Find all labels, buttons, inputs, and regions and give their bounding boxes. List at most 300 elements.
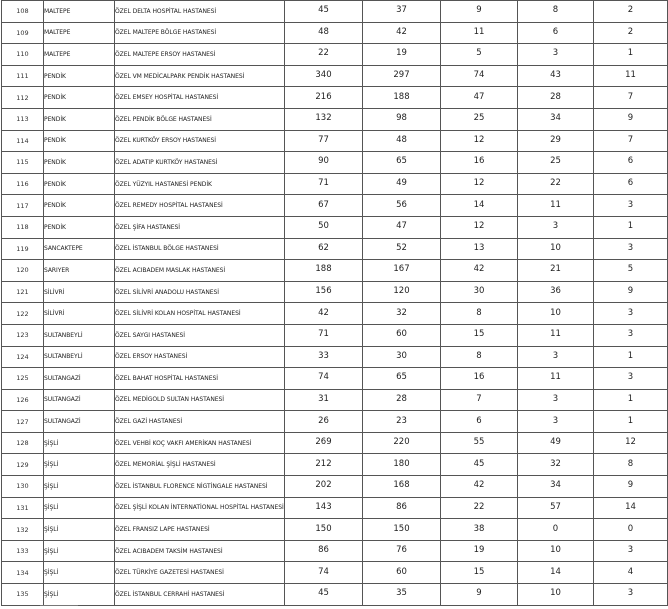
value-cell-1-text: 31 (318, 393, 329, 404)
value-cell-4 (518, 540, 594, 562)
value-cell-5-text: 3 (627, 545, 634, 556)
value-cell-1 (285, 1, 363, 23)
value-cell-2 (363, 476, 441, 498)
hospital-name-cell: ÖZEL ERSOY HASTANESİ (115, 346, 285, 368)
value-cell-4 (518, 368, 594, 390)
value-cell-1-text: 77 (318, 134, 329, 145)
value-cell-2-text: 65 (396, 372, 407, 383)
value-cell-2 (363, 87, 441, 109)
value-cell-3 (441, 65, 518, 87)
value-cell-5 (594, 519, 668, 541)
value-cell-5-text: 9 (627, 113, 634, 124)
hospital-name-cell: ÖZEL MALTEPE ERSOY HASTANESİ (115, 44, 285, 66)
row-number: 124 (2, 346, 44, 368)
value-cell-5 (594, 324, 668, 346)
value-cell-4-text: 11 (550, 372, 561, 383)
value-cell-1-text: 156 (315, 286, 332, 297)
value-cell-4 (518, 562, 594, 584)
value-cell-5 (594, 108, 668, 130)
value-cell-1-text: 74 (318, 566, 329, 577)
value-cell-5-text: 3 (627, 588, 634, 599)
value-cell-3-text: 12 (473, 134, 485, 145)
value-cell-4-text: 34 (550, 480, 561, 491)
footer (0, 603, 668, 609)
value-cell-5 (594, 65, 668, 87)
value-cell-4 (518, 22, 594, 44)
value-cell-4 (518, 324, 594, 346)
value-cell-5-text: 9 (627, 480, 634, 491)
table-row (2, 195, 668, 217)
table-row (2, 476, 668, 498)
value-cell-3-text: 11 (473, 26, 485, 37)
value-cell-4 (518, 238, 594, 260)
value-cell-5 (594, 173, 668, 195)
value-cell-1 (285, 173, 363, 195)
value-cell-5-text: 1 (627, 415, 634, 426)
district-cell: PENDİK (44, 216, 115, 238)
value-cell-1 (285, 303, 363, 325)
value-cell-1 (285, 65, 363, 87)
value-cell-3-text: 9 (476, 5, 482, 16)
district-cell: MALTEPE (44, 22, 115, 44)
hospital-name-cell: ÖZEL KURTKÖY ERSOY HASTANESİ (115, 130, 285, 152)
value-cell-4 (518, 173, 594, 195)
value-cell-5 (594, 1, 668, 23)
row-number: 111 (2, 65, 44, 87)
hospital-name-cell: ÖZEL DELTA HOSPİTAL HASTANESİ (115, 1, 285, 23)
value-cell-2 (363, 65, 441, 87)
value-cell-4-text: 11 (550, 199, 561, 210)
value-cell-3-text: 12 (473, 178, 485, 189)
district-cell: SULTANGAZİ (44, 389, 115, 411)
value-cell-2-text: 30 (396, 350, 407, 361)
district-cell: PENDİK (44, 130, 115, 152)
row-number: 129 (2, 454, 44, 476)
value-cell-3-text: 13 (473, 242, 485, 253)
value-cell-4-text: 25 (550, 156, 561, 167)
hospital-name-cell: ÖZEL İSTANBUL FLORENCE NİGTİNGALE HASTANESİ (115, 476, 285, 498)
value-cell-4-text: 3 (552, 221, 559, 232)
value-cell-4 (518, 44, 594, 66)
value-cell-5 (594, 454, 668, 476)
value-cell-3 (441, 476, 518, 498)
value-cell-2-text: 32 (396, 307, 407, 318)
hospital-name-cell: ÖZEL SAYGI HASTANESİ (115, 324, 285, 346)
value-cell-3 (441, 130, 518, 152)
footer-divider (40, 605, 78, 606)
value-cell-3-text: 47 (473, 91, 485, 102)
value-cell-1-text: 45 (318, 588, 329, 599)
value-cell-4-text: 3 (552, 48, 559, 59)
row-number: 130 (2, 476, 44, 498)
table-row (2, 44, 668, 66)
value-cell-4 (518, 389, 594, 411)
value-cell-1 (285, 562, 363, 584)
value-cell-1-text: 71 (318, 329, 329, 340)
value-cell-2 (363, 152, 441, 174)
value-cell-3 (441, 368, 518, 390)
value-cell-1-text: 188 (315, 264, 332, 275)
hospital-name-cell: ÖZEL ACIBADEM TAKSİM HASTANESİ (115, 540, 285, 562)
value-cell-3-text: 8 (476, 350, 482, 361)
value-cell-4-text: 28 (550, 91, 561, 102)
value-cell-2 (363, 1, 441, 23)
value-cell-4-text: 10 (550, 588, 561, 599)
hospital-name-cell: ÖZEL MEMORİAL ŞİŞLİ HASTANESİ (115, 454, 285, 476)
district-cell: SARIYER (44, 260, 115, 282)
value-cell-1-text: 340 (315, 70, 332, 81)
value-cell-4 (518, 87, 594, 109)
value-cell-5-text: 6 (627, 156, 634, 167)
value-cell-4-text: 3 (552, 350, 559, 361)
value-cell-2-text: 167 (393, 264, 410, 275)
table-row (2, 497, 668, 519)
value-cell-1-text: 202 (315, 480, 332, 491)
value-cell-3 (441, 108, 518, 130)
value-cell-1-text: 42 (318, 307, 329, 318)
value-cell-1 (285, 476, 363, 498)
value-cell-2 (363, 346, 441, 368)
value-cell-5 (594, 44, 668, 66)
hospital-table (1, 0, 668, 606)
table-row (2, 65, 668, 87)
hospital-name-cell: ÖZEL ACIBADEM MASLAK HASTANESİ (115, 260, 285, 282)
row-number: 121 (2, 281, 44, 303)
value-cell-2-text: 37 (396, 5, 407, 16)
table-row (2, 173, 668, 195)
value-cell-3 (441, 389, 518, 411)
hospital-name-cell: ÖZEL VM MEDİCALPARK PENDİK HASTANESİ (115, 65, 285, 87)
value-cell-4-text: 43 (550, 70, 561, 81)
hospital-name-cell: ÖZEL YÜZYIL HASTANESİ PENDİK (115, 173, 285, 195)
value-cell-4-text: 3 (552, 415, 559, 426)
value-cell-3-text: 25 (473, 113, 485, 124)
value-cell-2 (363, 324, 441, 346)
value-cell-2 (363, 411, 441, 433)
row-number: 125 (2, 368, 44, 390)
row-number: 123 (2, 324, 44, 346)
table-row (2, 432, 668, 454)
value-cell-2-text: 47 (396, 221, 407, 232)
value-cell-4 (518, 454, 594, 476)
value-cell-2 (363, 130, 441, 152)
value-cell-5 (594, 195, 668, 217)
row-number: 108 (2, 1, 44, 23)
value-cell-4 (518, 497, 594, 519)
value-cell-4 (518, 195, 594, 217)
value-cell-3 (441, 411, 518, 433)
value-cell-3-text: 15 (473, 329, 485, 340)
value-cell-2-text: 35 (396, 588, 407, 599)
value-cell-1 (285, 216, 363, 238)
row-number: 114 (2, 130, 44, 152)
district-cell: PENDİK (44, 152, 115, 174)
value-cell-4-text: 3 (552, 393, 559, 404)
table-row (2, 281, 668, 303)
value-cell-3 (441, 238, 518, 260)
table-row (2, 540, 668, 562)
value-cell-5 (594, 411, 668, 433)
value-cell-4 (518, 519, 594, 541)
value-cell-4 (518, 476, 594, 498)
value-cell-2-text: 48 (396, 134, 407, 145)
value-cell-5 (594, 540, 668, 562)
value-cell-1 (285, 152, 363, 174)
row-number: 115 (2, 152, 44, 174)
value-cell-5 (594, 497, 668, 519)
value-cell-1 (285, 238, 363, 260)
table-row (2, 303, 668, 325)
table-row (2, 389, 668, 411)
hospital-name-cell: ÖZEL SİLİVRİ KOLAN HOSPİTAL HASTANESİ (115, 303, 285, 325)
row-number: 113 (2, 108, 44, 130)
value-cell-2-text: 98 (396, 113, 407, 124)
value-cell-2-text: 168 (393, 480, 410, 491)
value-cell-1 (285, 389, 363, 411)
hospital-name-cell: ÖZEL SİLİVRİ ANADOLU HASTANESİ (115, 281, 285, 303)
value-cell-2 (363, 454, 441, 476)
value-cell-5 (594, 389, 668, 411)
value-cell-3-text: 42 (473, 264, 485, 275)
row-number: 120 (2, 260, 44, 282)
district-cell: ŞİŞLİ (44, 562, 115, 584)
value-cell-2-text: 23 (396, 415, 407, 426)
value-cell-5 (594, 346, 668, 368)
hospital-name-cell: ÖZEL İSTANBUL BÖLGE HASTANESİ (115, 238, 285, 260)
value-cell-3-text: 14 (473, 199, 485, 210)
value-cell-2-text: 120 (393, 286, 410, 297)
hospital-name-cell: ÖZEL REMEDY HOSPİTAL HASTANESİ (115, 195, 285, 217)
value-cell-4 (518, 65, 594, 87)
value-cell-3-text: 16 (473, 372, 485, 383)
table-row (2, 346, 668, 368)
value-cell-5 (594, 152, 668, 174)
value-cell-5 (594, 281, 668, 303)
row-number: 118 (2, 216, 44, 238)
value-cell-4 (518, 411, 594, 433)
hospital-name-cell: ÖZEL MALTEPE BÖLGE HASTANESİ (115, 22, 285, 44)
value-cell-3 (441, 87, 518, 109)
value-cell-5 (594, 22, 668, 44)
value-cell-4-text: 0 (552, 523, 559, 534)
row-number: 109 (2, 22, 44, 44)
row-number: 133 (2, 540, 44, 562)
value-cell-1 (285, 540, 363, 562)
row-number: 127 (2, 411, 44, 433)
value-cell-1-text: 50 (318, 221, 329, 232)
row-number: 116 (2, 173, 44, 195)
value-cell-5-text: 12 (625, 437, 636, 448)
value-cell-3-text: 30 (473, 286, 485, 297)
value-cell-5-text: 2 (627, 26, 634, 37)
value-cell-1-text: 74 (318, 372, 329, 383)
value-cell-2 (363, 432, 441, 454)
table-row (2, 260, 668, 282)
row-number: 110 (2, 44, 44, 66)
value-cell-1 (285, 411, 363, 433)
value-cell-3-text: 7 (476, 393, 482, 404)
value-cell-4-text: 57 (550, 501, 561, 512)
value-cell-4 (518, 1, 594, 23)
value-cell-1 (285, 22, 363, 44)
value-cell-1-text: 150 (315, 523, 332, 534)
value-cell-1-text: 216 (315, 91, 332, 102)
value-cell-2-text: 76 (396, 545, 407, 556)
value-cell-4-text: 10 (550, 307, 561, 318)
value-cell-5-text: 7 (627, 134, 634, 145)
value-cell-4-text: 14 (550, 566, 561, 577)
value-cell-5 (594, 368, 668, 390)
hospital-name-cell: ÖZEL VEHBİ KOÇ VAKFI AMERİKAN HASTANESİ (115, 432, 285, 454)
value-cell-3-text: 16 (473, 156, 485, 167)
value-cell-5-text: 0 (627, 523, 634, 534)
district-cell: ŞİŞLİ (44, 454, 115, 476)
district-cell: ŞİŞLİ (44, 584, 115, 606)
value-cell-1-text: 269 (315, 437, 332, 448)
value-cell-5 (594, 87, 668, 109)
value-cell-2 (363, 584, 441, 606)
value-cell-2 (363, 173, 441, 195)
value-cell-4-text: 36 (550, 286, 561, 297)
table-row (2, 238, 668, 260)
table-row (2, 1, 668, 23)
value-cell-5-text: 11 (625, 70, 636, 81)
value-cell-4-text: 49 (550, 437, 561, 448)
value-cell-5-text: 3 (627, 372, 634, 383)
value-cell-2 (363, 260, 441, 282)
value-cell-5-text: 3 (627, 199, 634, 210)
value-cell-3-text: 8 (476, 307, 482, 318)
hospital-name-cell: ÖZEL EMSEY HOSPİTAL HASTANESİ (115, 87, 285, 109)
district-cell: PENDİK (44, 87, 115, 109)
value-cell-2 (363, 497, 441, 519)
district-cell: SANCAKTEPE (44, 238, 115, 260)
district-cell: PENDİK (44, 108, 115, 130)
table-row (2, 454, 668, 476)
table-row (2, 324, 668, 346)
value-cell-2-text: 150 (393, 523, 410, 534)
value-cell-3 (441, 540, 518, 562)
value-cell-3 (441, 281, 518, 303)
district-cell: SULTANGAZİ (44, 368, 115, 390)
value-cell-4-text: 10 (550, 545, 561, 556)
value-cell-3 (441, 324, 518, 346)
district-cell: ŞİŞLİ (44, 497, 115, 519)
value-cell-5-text: 4 (627, 566, 634, 577)
table-row (2, 216, 668, 238)
hospital-name-cell: ÖZEL ŞİŞLİ KOLAN İNTERNATİONAL HOSPİTAL HASTANESİ (115, 497, 285, 519)
value-cell-4 (518, 108, 594, 130)
row-number: 119 (2, 238, 44, 260)
value-cell-3 (441, 152, 518, 174)
district-cell: ŞİŞLİ (44, 519, 115, 541)
value-cell-2 (363, 44, 441, 66)
hospital-name-cell: ÖZEL PENDİK BÖLGE HASTANESİ (115, 108, 285, 130)
value-cell-2 (363, 281, 441, 303)
value-cell-2 (363, 22, 441, 44)
hospital-name-cell: ÖZEL ŞİFA HASTANESİ (115, 216, 285, 238)
value-cell-3 (441, 22, 518, 44)
value-cell-3-text: 6 (476, 415, 482, 426)
value-cell-3-text: 55 (473, 437, 485, 448)
value-cell-2-text: 19 (396, 48, 407, 59)
value-cell-3 (441, 454, 518, 476)
value-cell-2-text: 297 (393, 70, 410, 81)
value-cell-4 (518, 152, 594, 174)
district-cell: ŞİŞLİ (44, 540, 115, 562)
row-number: 117 (2, 195, 44, 217)
table-row (2, 130, 668, 152)
value-cell-1 (285, 260, 363, 282)
value-cell-3-text: 38 (473, 523, 485, 534)
row-number: 126 (2, 389, 44, 411)
value-cell-2-text: 86 (396, 501, 407, 512)
value-cell-2-text: 65 (396, 156, 407, 167)
value-cell-1 (285, 87, 363, 109)
hospital-name-cell: ÖZEL GAZİ HASTANESİ (115, 411, 285, 433)
value-cell-3 (441, 584, 518, 606)
value-cell-1 (285, 454, 363, 476)
value-cell-1-text: 143 (315, 501, 332, 512)
row-number: 132 (2, 519, 44, 541)
value-cell-3 (441, 44, 518, 66)
value-cell-5-text: 14 (625, 501, 636, 512)
district-cell: PENDİK (44, 195, 115, 217)
value-cell-3 (441, 216, 518, 238)
hospital-name-cell: ÖZEL BAHAT HOSPİTAL HASTANESİ (115, 368, 285, 390)
value-cell-2 (363, 216, 441, 238)
value-cell-1 (285, 368, 363, 390)
value-cell-1 (285, 130, 363, 152)
row-number: 128 (2, 432, 44, 454)
value-cell-3 (441, 260, 518, 282)
value-cell-2-text: 180 (393, 458, 410, 469)
value-cell-2-text: 188 (393, 91, 410, 102)
value-cell-2-text: 220 (393, 437, 410, 448)
district-cell: MALTEPE (44, 1, 115, 23)
value-cell-4-text: 8 (552, 5, 559, 16)
value-cell-1 (285, 324, 363, 346)
value-cell-1-text: 71 (318, 178, 329, 189)
value-cell-4 (518, 216, 594, 238)
value-cell-3-text: 15 (473, 566, 485, 577)
table-row (2, 22, 668, 44)
value-cell-1-text: 26 (318, 415, 329, 426)
value-cell-1-text: 22 (318, 48, 329, 59)
district-cell: SİLİVRİ (44, 281, 115, 303)
value-cell-2 (363, 389, 441, 411)
value-cell-1 (285, 44, 363, 66)
value-cell-2 (363, 368, 441, 390)
row-number: 135 (2, 584, 44, 606)
value-cell-5 (594, 130, 668, 152)
value-cell-3-text: 5 (476, 48, 482, 59)
value-cell-4 (518, 346, 594, 368)
value-cell-3-text: 19 (473, 545, 485, 556)
value-cell-1 (285, 497, 363, 519)
value-cell-1-text: 33 (318, 350, 329, 361)
table-row (2, 411, 668, 433)
value-cell-2 (363, 540, 441, 562)
value-cell-3 (441, 519, 518, 541)
value-cell-2-text: 28 (396, 393, 407, 404)
district-cell: PENDİK (44, 173, 115, 195)
district-cell: PENDİK (44, 65, 115, 87)
table-row (2, 368, 668, 390)
value-cell-3 (441, 497, 518, 519)
row-number: 134 (2, 562, 44, 584)
value-cell-5 (594, 216, 668, 238)
